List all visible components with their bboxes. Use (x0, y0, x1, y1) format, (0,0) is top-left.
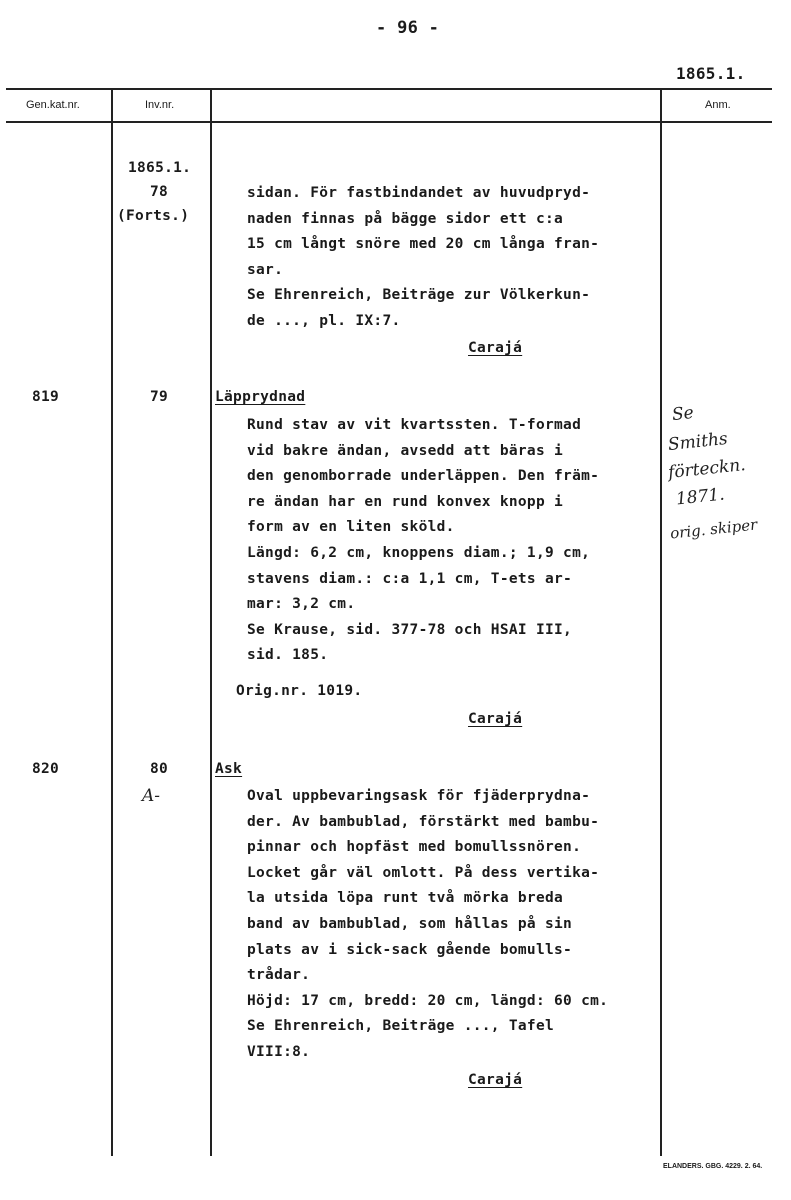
inv-number: 78 (150, 184, 169, 200)
inv-number: 79 (150, 389, 169, 405)
entry-text-line: pinnar och hopfäst med bomullssnören. (247, 839, 582, 856)
entry-text-line: der. Av bambublad, förstärkt med bambu- (247, 813, 600, 830)
annotation-line: orig. skiper (669, 515, 759, 543)
inv-continued-label: (Forts.) (117, 208, 190, 224)
page-number: - 96 - (376, 18, 440, 38)
origin-label: Carajá (468, 1072, 523, 1088)
entry-text-line: Locket går väl omlott. På dess vertika- (247, 864, 600, 881)
entry-text-line: form av en liten sköld. (247, 519, 455, 536)
entry-text-line: Oval uppbevaringsask för fjäderprydna- (247, 788, 591, 804)
annotation-line: Smiths (667, 428, 729, 456)
entry-text-line: trådar. (247, 967, 311, 984)
column-divider-anm (660, 88, 662, 1156)
column-header-gen-kat-nr: Gen.kat.nr. (26, 99, 80, 111)
gen-kat-number: 819 (32, 389, 60, 405)
entry-text-line: Se Ehrenreich, Beiträge ..., Tafel (247, 1018, 555, 1035)
entry-text-line: sid. 185. (247, 647, 329, 664)
column-header-anm: Anm. (705, 99, 731, 111)
origin-label: Carajá (468, 711, 523, 727)
entry-text-line: 15 cm långt snöre med 20 cm långa fran- (247, 236, 600, 253)
inv-year: 1865.1. (128, 160, 192, 176)
orig-nr: Orig.nr. 1019. (236, 683, 363, 699)
entry-text-line: re ändan har en rund konvex knopp i (247, 493, 564, 510)
entry-text-line: naden finnas på bägge sidor ett c:a (247, 210, 564, 227)
column-divider-inv (111, 88, 113, 1156)
entry-text-line: Se Krause, sid. 377-78 och HSAI III, (247, 621, 573, 638)
header-bottom-rule (6, 121, 772, 123)
entry-text-line: sar. (247, 261, 284, 278)
entry-text-line: band av bambublad, som hållas på sin (247, 916, 573, 932)
entry-text-line: plats av i sick-sack gående bomulls- (247, 941, 573, 958)
entry-text-line: den genomborrade underläppen. Den främ- (247, 468, 600, 485)
entry-text-line: mar: 3,2 cm. (247, 596, 356, 613)
annotation-line: Se (671, 402, 695, 426)
year-header: 1865.1. (676, 64, 746, 83)
entry-text-line: Se Ehrenreich, Beiträge zur Völkerkun- (247, 287, 591, 304)
annotation-line: förteckn. (667, 454, 747, 484)
annotation-line: 1871. (675, 484, 726, 510)
column-divider-text (210, 88, 212, 1156)
column-header-inv-nr: Inv.nr. (145, 99, 175, 111)
entry-text-line: Höjd: 17 cm, bredd: 20 cm, längd: 60 cm. (247, 992, 609, 1009)
entry-text-line: la utsida löpa runt två mörka breda (247, 890, 564, 907)
entry-text-line: de ..., pl. IX:7. (247, 313, 401, 329)
inv-number: 80 (150, 761, 169, 777)
entry-text-line: VIII:8. (247, 1044, 311, 1060)
origin-label: Carajá (468, 340, 523, 356)
entry-text-line: sidan. För fastbindandet av huvudpryd- (247, 185, 591, 201)
inv-handwritten-mark: A- (142, 786, 161, 806)
entry-title: Läpprydnad (215, 389, 306, 405)
gen-kat-number: 820 (32, 761, 60, 777)
printer-footer: ELANDERS. GBG. 4229. 2. 64. (663, 1163, 763, 1170)
entry-text-line: vid bakre ändan, avsedd att bäras i (247, 442, 564, 459)
entry-title: Ask (215, 761, 243, 777)
entry-text-line: stavens diam.: c:a 1,1 cm, T-ets ar- (247, 570, 573, 587)
entry-text-line: Rund stav av vit kvartssten. T-formad (247, 417, 582, 433)
entry-text-line: Längd: 6,2 cm, knoppens diam.; 1,9 cm, (247, 545, 591, 561)
header-top-rule (6, 88, 772, 90)
